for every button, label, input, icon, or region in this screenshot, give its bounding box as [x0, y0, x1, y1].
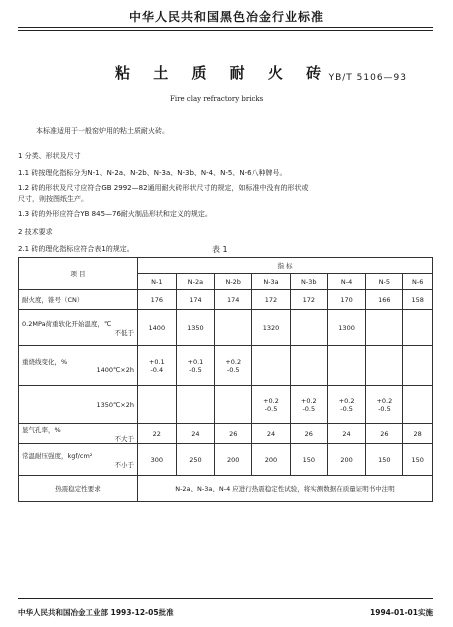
table-cell: 1400: [138, 310, 177, 346]
row-label: [19, 346, 138, 386]
table-cell: 300: [138, 444, 177, 476]
row-label-text: 耐火度，锥号（CN）: [22, 296, 84, 304]
grade-7: N-5: [366, 274, 403, 290]
section-heading: 1 分类、形状及尺寸: [18, 152, 81, 160]
table-cell: 176: [138, 290, 177, 310]
table-cell: +0.1 -0.5: [176, 346, 215, 386]
table-cell: +0.2 -0.5: [327, 386, 366, 424]
table-cell: [215, 310, 252, 346]
note-label: 热震稳定性要求: [19, 476, 138, 502]
table-cell: [290, 310, 327, 346]
table-cell: 200: [215, 444, 252, 476]
table-cell: 24: [327, 424, 366, 444]
table-cell: 174: [176, 290, 215, 310]
row-sublabel: 不大于: [114, 434, 134, 443]
table-caption: 表 1: [212, 245, 228, 254]
table-cell: 24: [176, 424, 215, 444]
standard-number: YB/T 5106—93: [328, 73, 407, 83]
row-label: [19, 444, 138, 476]
table-row: [19, 290, 433, 310]
clause-1-2-cont: 尺寸，则按图纸生产。: [18, 195, 88, 203]
table-cell: 150: [290, 444, 327, 476]
table-cell: [403, 386, 433, 424]
index-header: 指 标: [138, 258, 433, 274]
table-row: [19, 346, 433, 386]
table-cell: 22: [138, 424, 177, 444]
table-cell: 170: [327, 290, 366, 310]
table-cell: [290, 346, 327, 386]
grade-5: N-3b: [290, 274, 327, 290]
header-rule: [18, 27, 433, 28]
table-cell: [138, 386, 177, 424]
table-cell: [327, 346, 366, 386]
item-header: 项 目: [19, 258, 138, 290]
table-cell: 172: [290, 290, 327, 310]
table-cell: [252, 346, 291, 386]
row-label-text: 常温耐压强度，kgf/cm²: [22, 451, 93, 460]
table-cell: [366, 310, 403, 346]
table-cell: +0.2 -0.5: [366, 386, 403, 424]
table-row: [19, 444, 433, 476]
table-cell: 26: [290, 424, 327, 444]
table-cell: +0.2 -0.5: [290, 386, 327, 424]
table-cell: 150: [366, 444, 403, 476]
row-sublabel: 1400℃×2h: [96, 366, 134, 374]
row-label: [19, 386, 138, 424]
table-cell: [176, 386, 215, 424]
table-cell: +0.2 -0.5: [252, 386, 291, 424]
row-sublabel: 不低于: [114, 328, 134, 337]
table-cell: 28: [403, 424, 433, 444]
clause-1-3: 1.3 砖的外形应符合YB 845—76耐火制品形状和定义的规定。: [18, 210, 212, 218]
document-title: 粘 土 质 耐 火 砖: [115, 64, 331, 82]
footer-rule: [18, 598, 433, 599]
table-cell: [366, 346, 403, 386]
table-row: [19, 386, 433, 424]
clause-1-2: 1.2 砖的形状及尺寸应符合GB 2992—82通用耐火砖形状尺寸的规定，如标准中没有的形状或: [18, 184, 309, 192]
english-title: Fire clay refractory bricks: [170, 95, 264, 103]
table-cell: 158: [403, 290, 433, 310]
grade-2: N-2a: [176, 274, 215, 290]
grade-4: N-3a: [252, 274, 291, 290]
table-cell: 24: [252, 424, 291, 444]
table-cell: [403, 310, 433, 346]
table-cell: 150: [403, 444, 433, 476]
table-cell: 200: [252, 444, 291, 476]
table-cell: 166: [366, 290, 403, 310]
table-cell: 26: [215, 424, 252, 444]
properties-table: [18, 257, 433, 502]
clause-2-1: 2.1 砖的理化指标应符合表1的规定。: [18, 245, 134, 253]
row-sublabel: 不小于: [114, 460, 134, 469]
row-label: [19, 424, 138, 444]
row-label-text: 0.2MPa荷重软化开始温度，℃: [22, 319, 112, 328]
table-cell: 174: [215, 290, 252, 310]
scope-paragraph: 本标准适用于一般窑炉用的粘土质耐火砖。: [36, 127, 169, 135]
table-cell: [403, 346, 433, 386]
row-label-text: 重烧线变化，%: [22, 358, 68, 366]
table-cell: 1320: [252, 310, 291, 346]
note-row: [19, 476, 433, 502]
grade-3: N-2b: [215, 274, 252, 290]
effective-date: 1994-01-01实施: [370, 608, 433, 617]
table-cell: [215, 386, 252, 424]
row-label: [19, 310, 138, 346]
table-cell: 1350: [176, 310, 215, 346]
row-sublabel: 1350℃×2h: [96, 400, 134, 409]
table-row: [19, 310, 433, 346]
table-cell: 250: [176, 444, 215, 476]
table-cell: 172: [252, 290, 291, 310]
table-cell: 1300: [327, 310, 366, 346]
row-label: [19, 290, 138, 310]
clause-1-1: 1.1 砖按理化指标分为N-1、N-2a、N-2b、N-3a、N-3b、N-4、N-5、N-6八种牌号。: [18, 169, 287, 177]
standard-header: 中华人民共和国黑色冶金行业标准: [128, 10, 324, 24]
approval-line: 中华人民共和国冶金工业部 1993-12-05批准: [18, 608, 174, 617]
table-cell: +0.2 -0.5: [215, 346, 252, 386]
table-cell: 26: [366, 424, 403, 444]
section-heading: 2 技术要求: [18, 228, 53, 236]
table-cell: 200: [327, 444, 366, 476]
table-cell: +0.1 -0.4: [138, 346, 177, 386]
grade-8: N-6: [403, 274, 433, 290]
table-row: [19, 424, 433, 444]
note-text: N-2a、N-3a、N-4 应进行热震稳定性试验，将实测数据在质量证明书中注明: [138, 476, 433, 502]
grade-1: N-1: [138, 274, 177, 290]
grade-6: N-4: [327, 274, 366, 290]
header-rule-thin: [18, 30, 433, 31]
row-label-text: 显气孔率，%: [22, 425, 61, 434]
